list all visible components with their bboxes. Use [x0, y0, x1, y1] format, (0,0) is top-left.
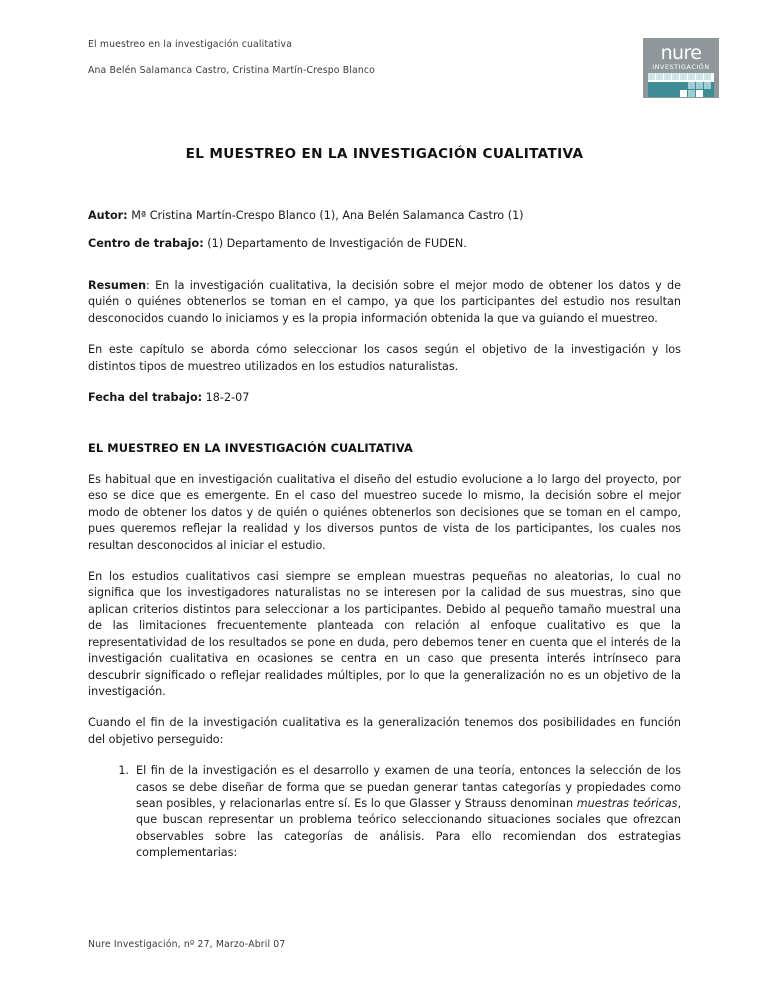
- page-footer: Nure Investigación, nº 27, Marzo-Abril 07: [88, 939, 286, 950]
- author-value: Mª Cristina Martín-Crespo Blanco (1), Ana Belén Salamanca Castro (1): [127, 209, 524, 222]
- logo-subtitle: INVESTIGACIÓN: [652, 63, 710, 71]
- logo-wordmark: nure: [660, 42, 702, 64]
- page-title: EL MUESTREO EN LA INVESTIGACIÓN CUALITATIVA: [185, 146, 584, 162]
- logo-grid-cell: [704, 82, 711, 89]
- logo-grid-cell: [672, 73, 679, 80]
- logo-grid-cell: [688, 73, 695, 80]
- section-paragraph-3: Cuando el fin de la investigación cualitativa es la generalización tenemos dos posibilidades en función del objetivo perseguido:: [88, 716, 681, 746]
- running-head-authors: Ana Belén Salamanca Castro, Cristina Martín-Crespo Blanco: [88, 65, 375, 76]
- abstract-label: Resumen: [88, 279, 147, 292]
- logo-grid-cell: [688, 90, 695, 97]
- logo-grid-cell: [656, 73, 663, 80]
- date-label: Fecha del trabajo:: [88, 391, 203, 405]
- list-item-marker: 1.: [118, 764, 129, 778]
- abstract-paragraph-2: En este capítulo se aborda cómo seleccionar los casos según el objetivo de la investigación y los distintos tipos de muestreo utilizados en los estudios naturalistas.: [88, 343, 681, 373]
- list-item-emphasis: muestras teóricas: [576, 796, 678, 810]
- logo-grid-cell: [680, 73, 687, 80]
- logo-grid-icon: [648, 73, 714, 97]
- list-item-text-before: El fin de la investigación es el desarrollo y examen de una teoría, entonces la selección de los casos se debe diseñar de forma que se puedan generar tantas categorías y propiedades como sean posibles, y relacionarlas entre sí. Es lo que Glasser y Strauss denominan: [136, 764, 681, 810]
- logo-grid-cell: [696, 82, 703, 89]
- workplace-label: Centro de trabajo:: [88, 237, 204, 250]
- logo-grid-cell: [688, 82, 695, 89]
- abstract-text: : En la investigación cualitativa, la decisión sobre el mejor modo de obtener los datos y de quién o quiénes obtenerlos se toman en el campo, ya que los participantes del estudio nos resultan desconocidos cuando lo iniciamos y es la propia información obtenida la que va guiando el muestreo.: [88, 279, 681, 325]
- section-paragraph-1: Es habitual que en investigación cualitativa el diseño del estudio evolucione a lo largo del proyecto, por eso se dice que es emergente. En el caso del muestreo sucede lo mismo, la decisión sobre el mejor modo de obtener los datos y de quién o quiénes obtenerlos son decisiones que se toman en el campo, pues queremos reflejar la realidad y los diversos puntos de vista de los participantes, los cuales nos resultan desconocidos al iniciar el estudio.: [88, 473, 681, 552]
- logo-grid-cell: [680, 90, 687, 97]
- numbered-list: [88, 763, 681, 861]
- logo-grid-cell: [648, 73, 655, 80]
- section-heading: EL MUESTREO EN LA INVESTIGACIÓN CUALITATIVA: [88, 441, 413, 456]
- running-head-title: El muestreo en la investigación cualitativa: [88, 39, 293, 50]
- logo-grid-cell: [696, 73, 703, 80]
- section-paragraph-2: En los estudios cualitativos casi siempre se emplean muestras pequeñas no aleatorias, lo cual no significa que los investigadores naturalistas no se interesen por la calidad de sus muestras, sino que aplican criterios distintos para seleccionar a los participantes. Debido al pequeño tamaño muestral una de las limitaciones frecuentemente planteada con relación al enfoque cualitativo es que la representatividad de los resultados se pone en duda, pero debemos tener en cuenta que el interés de la investigación cualitativa en ocasiones se centra en un caso que presenta interés intrínseco para descubrir significado o reflejar realidades múltiples, por lo que la generalización no es un objetivo de la investigación.: [88, 570, 681, 698]
- workplace-value: (1) Departamento de Investigación de FUDEN.: [203, 237, 467, 250]
- logo-grid-cell: [664, 73, 671, 80]
- document-body: [88, 208, 681, 872]
- workplace-line: [88, 236, 681, 252]
- author-label: Autor:: [88, 209, 128, 222]
- date-value: 18-2-07: [202, 391, 250, 405]
- logo-grid-cell: [696, 90, 703, 97]
- abstract-paragraph: [88, 278, 681, 327]
- nure-logo: [643, 38, 719, 98]
- author-line: [88, 208, 681, 224]
- list-item-text-after: , que buscan representar un problema teórico seleccionando situaciones sociales que ofrezcan observables sobre las categorías de análisis. Para ello recomiendan dos estrategias complementarias:: [136, 796, 681, 860]
- date-line: [88, 390, 681, 406]
- list-item: [88, 763, 681, 861]
- running-head: [88, 38, 628, 90]
- logo-grid-cell: [704, 73, 711, 80]
